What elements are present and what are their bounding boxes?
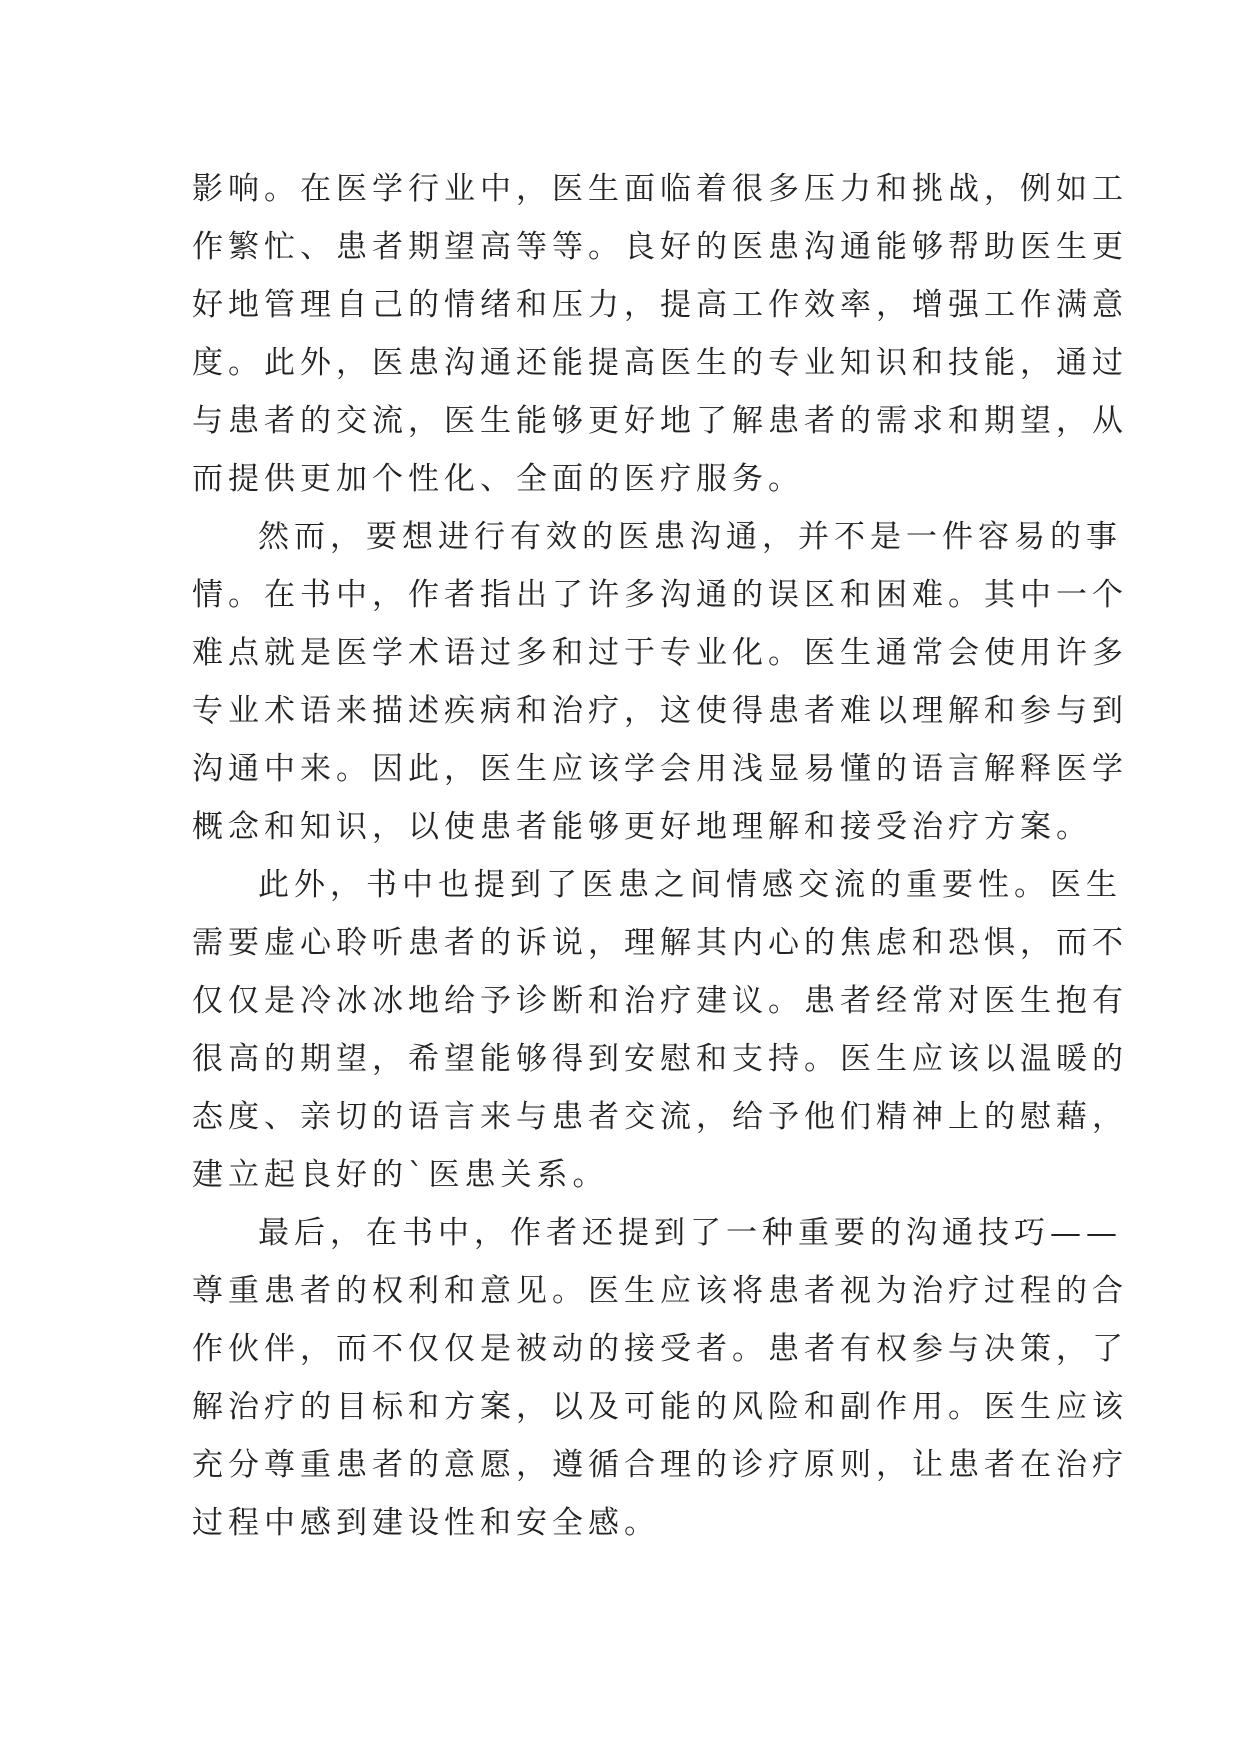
text-line: 度。此外，医患沟通还能提高医生的专业知识和技能，通过 [192,345,1128,381]
text-line: 此外，书中也提到了医患之间情感交流的重要性。医生 [258,867,1122,903]
text-line: 尊重患者的权利和意见。医生应该将患者视为治疗过程的合 [192,1273,1128,1309]
paragraph-2 [192,508,1128,856]
text-line: 过程中感到建设性和安全感。 [192,1505,660,1541]
paragraph-3 [192,856,1128,1204]
text-line: 很高的期望，希望能够得到安慰和支持。医生应该以温暖的 [192,1041,1128,1077]
text-line: 态度、亲切的语言来与患者交流，给予他们精神上的慰藉， [192,1099,1128,1135]
text-line: 然而，要想进行有效的医患沟通，并不是一件容易的事 [258,519,1122,555]
text-line: 充分尊重患者的意愿，遵循合理的诊疗原则，让患者在治疗 [192,1447,1128,1483]
text-line: 沟通中来。因此，医生应该学会用浅显易懂的语言解释医学 [192,751,1128,787]
text-line: 难点就是医学术语过多和过于专业化。医生通常会使用许多 [192,635,1128,671]
body-text [192,160,1128,1552]
text-line: 解治疗的目标和方案，以及可能的风险和副作用。医生应该 [192,1389,1128,1425]
paragraph-4 [192,1204,1128,1552]
text-line: 作伙伴，而不仅仅是被动的接受者。患者有权参与决策，了 [192,1331,1128,1367]
text-line: 好地管理自己的情绪和压力，提高工作效率，增强工作满意 [192,287,1128,323]
text-line: 作繁忙、患者期望高等等。良好的医患沟通能够帮助医生更 [192,229,1128,265]
text-line: 建立起良好的`医患关系。 [192,1157,609,1193]
text-line: 需要虚心聆听患者的诉说，理解其内心的焦虑和恐惧，而不 [192,925,1128,961]
text-line: 仅仅是冷冰冰地给予诊断和治疗建议。患者经常对医生抱有 [192,983,1128,1019]
text-line: 而提供更加个性化、全面的医疗服务。 [192,461,804,497]
text-line: 与患者的交流，医生能够更好地了解患者的需求和期望，从 [192,403,1128,439]
paragraph-1 [192,160,1128,508]
text-line: 概念和知识，以使患者能够更好地理解和接受治疗方案。 [192,809,1092,845]
text-line: 最后，在书中，作者还提到了一种重要的沟通技巧—— [258,1215,1122,1251]
text-line: 影响。在医学行业中，医生面临着很多压力和挑战，例如工 [192,171,1128,207]
text-line: 专业术语来描述疾病和治疗，这使得患者难以理解和参与到 [192,693,1128,729]
text-line: 情。在书中，作者指出了许多沟通的误区和困难。其中一个 [192,577,1128,613]
